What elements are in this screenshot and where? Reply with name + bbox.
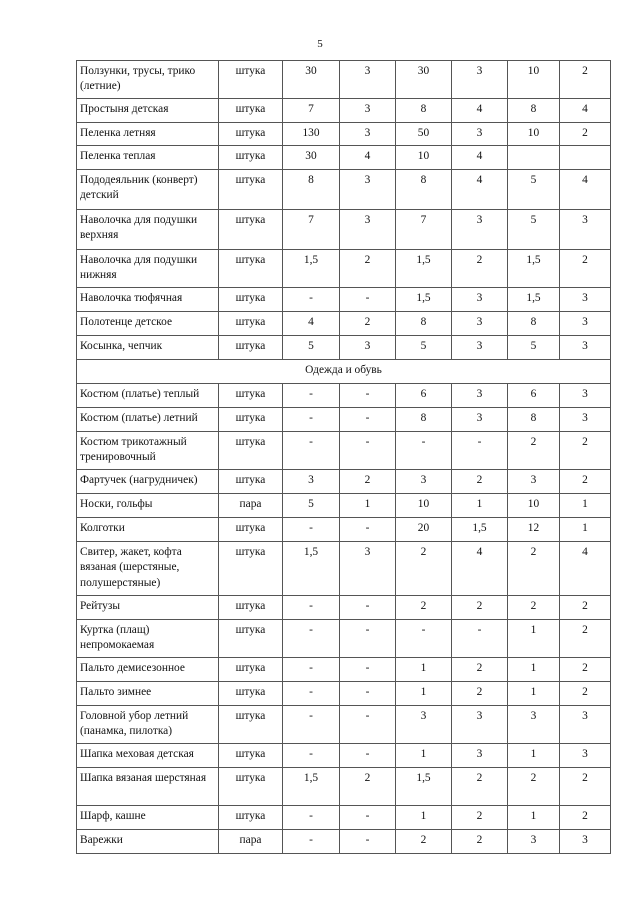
value-cell: 1,5 <box>396 288 452 312</box>
value-cell: - <box>283 830 340 854</box>
value-cell: 3 <box>560 336 611 360</box>
value-cell: - <box>283 432 340 470</box>
value-cell: 5 <box>508 170 560 210</box>
value-cell: 4 <box>452 542 508 596</box>
value-cell: 1,5 <box>396 768 452 806</box>
value-cell: 10 <box>508 123 560 146</box>
value-cell: 3 <box>452 288 508 312</box>
table-row <box>77 210 611 250</box>
value-cell: - <box>340 658 396 682</box>
value-cell: 3 <box>560 210 611 250</box>
item-name-cell: Косынка, чепчик <box>77 336 219 360</box>
unit-cell: штука <box>219 682 283 706</box>
value-cell: 30 <box>283 61 340 99</box>
value-cell: - <box>396 432 452 470</box>
table-body <box>77 61 611 854</box>
value-cell: 3 <box>340 170 396 210</box>
unit-cell: штука <box>219 620 283 658</box>
value-cell: 8 <box>396 170 452 210</box>
value-cell: 2 <box>560 250 611 288</box>
value-cell: - <box>283 596 340 620</box>
value-cell: 2 <box>560 658 611 682</box>
value-cell: 8 <box>396 408 452 432</box>
value-cell: - <box>340 408 396 432</box>
value-cell: 7 <box>283 210 340 250</box>
value-cell: 2 <box>396 596 452 620</box>
value-cell: 3 <box>560 384 611 408</box>
unit-cell: штука <box>219 542 283 596</box>
table-row <box>77 384 611 408</box>
unit-cell: штука <box>219 806 283 830</box>
value-cell: - <box>340 288 396 312</box>
section-title: Одежда и обувь <box>77 360 611 384</box>
value-cell: 1 <box>340 494 396 518</box>
value-cell: 1,5 <box>508 288 560 312</box>
value-cell: 4 <box>452 146 508 170</box>
item-name-cell: Пододеяльник (конверт) детский <box>77 170 219 210</box>
value-cell: 1,5 <box>452 518 508 542</box>
item-name-cell: Колготки <box>77 518 219 542</box>
value-cell: 5 <box>508 336 560 360</box>
value-cell: - <box>283 806 340 830</box>
value-cell: 2 <box>340 250 396 288</box>
value-cell: - <box>283 408 340 432</box>
value-cell: - <box>283 620 340 658</box>
value-cell: 1 <box>560 494 611 518</box>
value-cell: 30 <box>283 146 340 170</box>
value-cell: 2 <box>452 658 508 682</box>
value-cell: 10 <box>508 61 560 99</box>
value-cell: 3 <box>340 336 396 360</box>
value-cell: 8 <box>396 312 452 336</box>
table-row <box>77 123 611 146</box>
value-cell: - <box>283 744 340 768</box>
item-name-cell: Шарф, кашне <box>77 806 219 830</box>
value-cell: 1 <box>396 806 452 830</box>
table-row <box>77 542 611 596</box>
table-row <box>77 682 611 706</box>
value-cell: 2 <box>560 768 611 806</box>
value-cell: 3 <box>560 312 611 336</box>
value-cell: 2 <box>340 312 396 336</box>
value-cell: 3 <box>452 210 508 250</box>
item-name-cell: Пальто зимнее <box>77 682 219 706</box>
value-cell: 3 <box>452 336 508 360</box>
unit-cell: штука <box>219 518 283 542</box>
value-cell: 8 <box>396 99 452 123</box>
value-cell: - <box>283 288 340 312</box>
value-cell: - <box>283 706 340 744</box>
value-cell: 2 <box>560 123 611 146</box>
unit-cell: штука <box>219 432 283 470</box>
value-cell: - <box>340 744 396 768</box>
value-cell: 5 <box>396 336 452 360</box>
value-cell: 3 <box>340 61 396 99</box>
table-row <box>77 432 611 470</box>
item-name-cell: Варежки <box>77 830 219 854</box>
value-cell: 3 <box>452 61 508 99</box>
value-cell: 3 <box>396 706 452 744</box>
norms-table <box>76 60 611 854</box>
unit-cell: штука <box>219 706 283 744</box>
value-cell: 5 <box>283 336 340 360</box>
value-cell: 3 <box>560 706 611 744</box>
unit-cell: штука <box>219 658 283 682</box>
value-cell: 2 <box>560 61 611 99</box>
value-cell: 3 <box>560 288 611 312</box>
value-cell: - <box>452 620 508 658</box>
value-cell: 2 <box>396 542 452 596</box>
value-cell: 2 <box>560 682 611 706</box>
table-row <box>77 288 611 312</box>
value-cell: 2 <box>508 596 560 620</box>
value-cell: 30 <box>396 61 452 99</box>
item-name-cell: Фартучек (нагрудничек) <box>77 470 219 494</box>
value-cell: 3 <box>452 123 508 146</box>
value-cell: 3 <box>340 210 396 250</box>
table-row <box>77 806 611 830</box>
value-cell: 2 <box>452 806 508 830</box>
value-cell: 8 <box>508 408 560 432</box>
value-cell: 7 <box>396 210 452 250</box>
value-cell: 3 <box>452 744 508 768</box>
value-cell: 3 <box>340 542 396 596</box>
table-row <box>77 706 611 744</box>
table-row <box>77 518 611 542</box>
value-cell: 4 <box>452 99 508 123</box>
value-cell: 3 <box>396 470 452 494</box>
item-name-cell: Костюм (платье) теплый <box>77 384 219 408</box>
unit-cell: штука <box>219 312 283 336</box>
item-name-cell: Шапка вязаная шерстяная <box>77 768 219 806</box>
unit-cell: штука <box>219 470 283 494</box>
table-row <box>77 830 611 854</box>
table-row <box>77 99 611 123</box>
value-cell: - <box>340 518 396 542</box>
value-cell: 1,5 <box>283 250 340 288</box>
value-cell: 2 <box>452 830 508 854</box>
table-row <box>77 250 611 288</box>
value-cell: 3 <box>452 384 508 408</box>
value-cell: - <box>340 432 396 470</box>
value-cell: 3 <box>283 470 340 494</box>
value-cell: - <box>283 384 340 408</box>
unit-cell: штука <box>219 596 283 620</box>
value-cell: 4 <box>283 312 340 336</box>
value-cell <box>508 146 560 170</box>
item-name-cell: Головной убор летний (панамка, пилотка) <box>77 706 219 744</box>
item-name-cell: Шапка меховая детская <box>77 744 219 768</box>
table-row <box>77 494 611 518</box>
value-cell: 2 <box>452 250 508 288</box>
unit-cell: штука <box>219 146 283 170</box>
value-cell: - <box>340 384 396 408</box>
unit-cell: штука <box>219 61 283 99</box>
unit-cell: штука <box>219 336 283 360</box>
value-cell: 4 <box>340 146 396 170</box>
value-cell: - <box>396 620 452 658</box>
value-cell: 3 <box>508 830 560 854</box>
value-cell: 1 <box>508 620 560 658</box>
item-name-cell: Полотенце детское <box>77 312 219 336</box>
value-cell: - <box>283 682 340 706</box>
value-cell: 1 <box>508 806 560 830</box>
value-cell: 2 <box>452 470 508 494</box>
value-cell: - <box>340 596 396 620</box>
value-cell: - <box>283 658 340 682</box>
value-cell: 1 <box>560 518 611 542</box>
page-number: 5 <box>317 38 323 50</box>
item-name-cell: Пеленка летняя <box>77 123 219 146</box>
value-cell: 6 <box>396 384 452 408</box>
value-cell: 3 <box>508 470 560 494</box>
value-cell: 2 <box>452 682 508 706</box>
item-name-cell: Наволочка тюфячная <box>77 288 219 312</box>
unit-cell: штука <box>219 99 283 123</box>
value-cell: 2 <box>340 470 396 494</box>
value-cell: 3 <box>340 123 396 146</box>
value-cell: 10 <box>396 494 452 518</box>
value-cell: 2 <box>560 470 611 494</box>
value-cell: 7 <box>283 99 340 123</box>
table-row <box>77 408 611 432</box>
unit-cell: штука <box>219 768 283 806</box>
table-row <box>77 312 611 336</box>
value-cell: 2 <box>396 830 452 854</box>
value-cell: 3 <box>508 706 560 744</box>
value-cell: 4 <box>560 170 611 210</box>
value-cell: 10 <box>396 146 452 170</box>
item-name-cell: Простыня детская <box>77 99 219 123</box>
value-cell: 2 <box>560 806 611 830</box>
value-cell: 1,5 <box>508 250 560 288</box>
unit-cell: штука <box>219 123 283 146</box>
unit-cell: штука <box>219 170 283 210</box>
item-name-cell: Костюм (платье) летний <box>77 408 219 432</box>
value-cell: 1 <box>508 744 560 768</box>
table-row <box>77 61 611 99</box>
table-row <box>77 170 611 210</box>
item-name-cell: Наволочка для подушки верхняя <box>77 210 219 250</box>
value-cell: 130 <box>283 123 340 146</box>
item-name-cell: Ползунки, трусы, трико (летние) <box>77 61 219 99</box>
value-cell: 1 <box>508 658 560 682</box>
value-cell: 3 <box>560 830 611 854</box>
unit-cell: пара <box>219 830 283 854</box>
section-header-row <box>77 360 611 384</box>
value-cell: 10 <box>508 494 560 518</box>
value-cell: 3 <box>560 744 611 768</box>
value-cell: 6 <box>508 384 560 408</box>
value-cell: - <box>452 432 508 470</box>
value-cell: 1,5 <box>283 542 340 596</box>
value-cell: 8 <box>508 99 560 123</box>
value-cell: 4 <box>452 170 508 210</box>
value-cell: 3 <box>560 408 611 432</box>
value-cell: - <box>340 682 396 706</box>
unit-cell: штука <box>219 408 283 432</box>
item-name-cell: Свитер, жакет, кофта вязаная (шерстяные, полушерстяные) <box>77 542 219 596</box>
value-cell: 1 <box>508 682 560 706</box>
value-cell: - <box>340 706 396 744</box>
unit-cell: штука <box>219 250 283 288</box>
value-cell: 1,5 <box>396 250 452 288</box>
item-name-cell: Носки, гольфы <box>77 494 219 518</box>
value-cell: 1 <box>396 744 452 768</box>
value-cell: 5 <box>508 210 560 250</box>
value-cell: 4 <box>560 542 611 596</box>
value-cell: 3 <box>452 312 508 336</box>
item-name-cell: Рейтузы <box>77 596 219 620</box>
value-cell: 2 <box>560 620 611 658</box>
unit-cell: штука <box>219 288 283 312</box>
value-cell: 1 <box>452 494 508 518</box>
unit-cell: пара <box>219 494 283 518</box>
unit-cell: штука <box>219 210 283 250</box>
value-cell: 4 <box>560 99 611 123</box>
item-name-cell: Пеленка теплая <box>77 146 219 170</box>
table-row <box>77 768 611 806</box>
value-cell: 20 <box>396 518 452 542</box>
table-row <box>77 744 611 768</box>
value-cell: 2 <box>452 768 508 806</box>
value-cell: 3 <box>452 706 508 744</box>
value-cell: 3 <box>340 99 396 123</box>
value-cell: - <box>340 620 396 658</box>
value-cell: 8 <box>508 312 560 336</box>
value-cell: 3 <box>452 408 508 432</box>
value-cell: 8 <box>283 170 340 210</box>
value-cell: 2 <box>560 596 611 620</box>
value-cell: 12 <box>508 518 560 542</box>
value-cell: - <box>340 830 396 854</box>
value-cell: 50 <box>396 123 452 146</box>
value-cell <box>560 146 611 170</box>
table-row <box>77 146 611 170</box>
item-name-cell: Куртка (плащ) непромокаемая <box>77 620 219 658</box>
item-name-cell: Наволочка для подушки нижняя <box>77 250 219 288</box>
value-cell: 5 <box>283 494 340 518</box>
value-cell: 1 <box>396 682 452 706</box>
value-cell: - <box>340 806 396 830</box>
table-row <box>77 336 611 360</box>
table-row <box>77 620 611 658</box>
value-cell: 2 <box>560 432 611 470</box>
unit-cell: штука <box>219 744 283 768</box>
unit-cell: штука <box>219 384 283 408</box>
value-cell: 2 <box>508 542 560 596</box>
table-row <box>77 658 611 682</box>
value-cell: 2 <box>508 432 560 470</box>
item-name-cell: Пальто демисезонное <box>77 658 219 682</box>
item-name-cell: Костюм трикотажный тренировочный <box>77 432 219 470</box>
table-row <box>77 596 611 620</box>
value-cell: 2 <box>452 596 508 620</box>
value-cell: 1,5 <box>283 768 340 806</box>
value-cell: 2 <box>508 768 560 806</box>
value-cell: 2 <box>340 768 396 806</box>
table-row <box>77 470 611 494</box>
value-cell: 1 <box>396 658 452 682</box>
value-cell: - <box>283 518 340 542</box>
